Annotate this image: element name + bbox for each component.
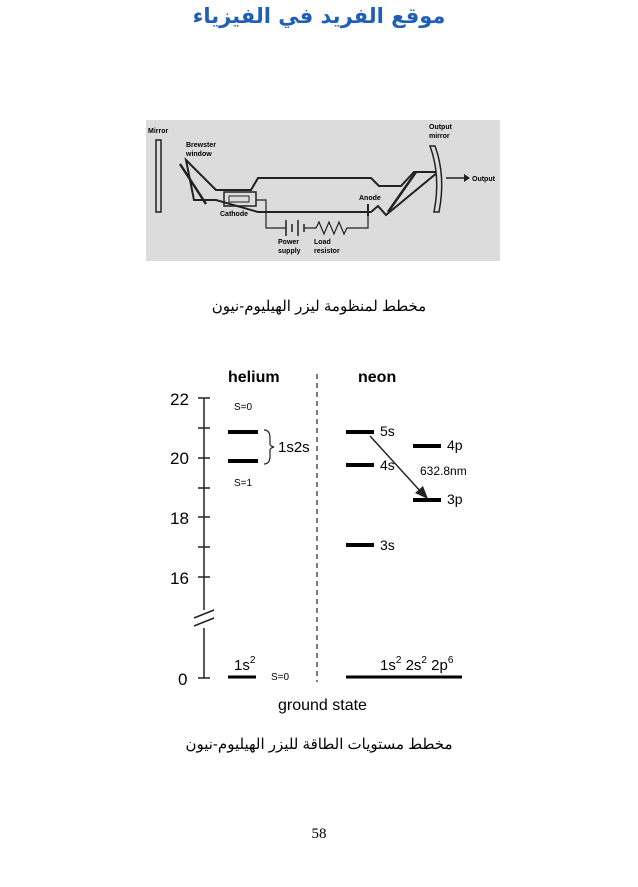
label-supply: supply — [278, 248, 301, 255]
label-anode: Anode — [359, 195, 381, 202]
tick-label-22: 22 — [170, 390, 189, 409]
tick-label-0: 0 — [178, 670, 188, 689]
tick-label-18: 18 — [170, 509, 189, 528]
label-cathode: Cathode — [220, 211, 248, 218]
label-output-mirror-1: Output — [429, 124, 452, 131]
neon-3s-label: 3s — [380, 537, 395, 553]
rear-mirror — [156, 140, 161, 212]
label-mirror: Mirror — [148, 128, 169, 135]
label-load: Load — [314, 239, 331, 246]
helium-title: helium — [228, 369, 280, 386]
ground-state-label: ground state — [278, 697, 367, 714]
helium-ground-label: $1s^2$ — [234, 655, 256, 674]
label-output: Output — [472, 176, 495, 183]
label-brewster: Brewster — [186, 142, 216, 149]
neon-4p-label: 4p — [447, 437, 463, 453]
laser-schematic-caption: مخطط لمنظومة ليزر الهيليوم-نيون — [211, 298, 427, 315]
axis-break — [194, 610, 214, 618]
energy-level-diagram — [160, 360, 480, 720]
helium-1s2s-bracket — [264, 430, 274, 464]
neon-4s-label: 4s — [380, 457, 395, 473]
neon-3p-label: 3p — [447, 491, 463, 507]
label-window: window — [186, 151, 212, 158]
label-power: Power — [278, 239, 300, 246]
neon-title: neon — [358, 369, 397, 386]
neon-ground-label: $1s^2$ $2s^2$ $2p^6$ — [380, 655, 454, 674]
helium-1s2s-label: 1s2s — [278, 439, 310, 456]
tick-label-20: 20 — [170, 449, 189, 468]
energy-diagram-caption: مخطط مستويات الطاقة لليزر الهيليوم-نيون — [185, 736, 453, 753]
helium-ground-s0-label: S=0 — [271, 672, 290, 683]
laser-schematic — [146, 120, 500, 261]
site-title: موقع الفريد في الفيزياء — [192, 4, 446, 28]
page-number: 58 — [311, 826, 327, 842]
label-resistor: resistor — [314, 248, 340, 255]
wavelength-label: 632.8nm — [420, 464, 467, 478]
tick-label-16: 16 — [170, 569, 189, 588]
neon-5s-label: 5s — [380, 423, 395, 439]
label-output-mirror-2: mirror — [429, 133, 450, 140]
helium-s0-label: S=0 — [234, 402, 253, 413]
helium-s1-label: S=1 — [234, 478, 253, 489]
